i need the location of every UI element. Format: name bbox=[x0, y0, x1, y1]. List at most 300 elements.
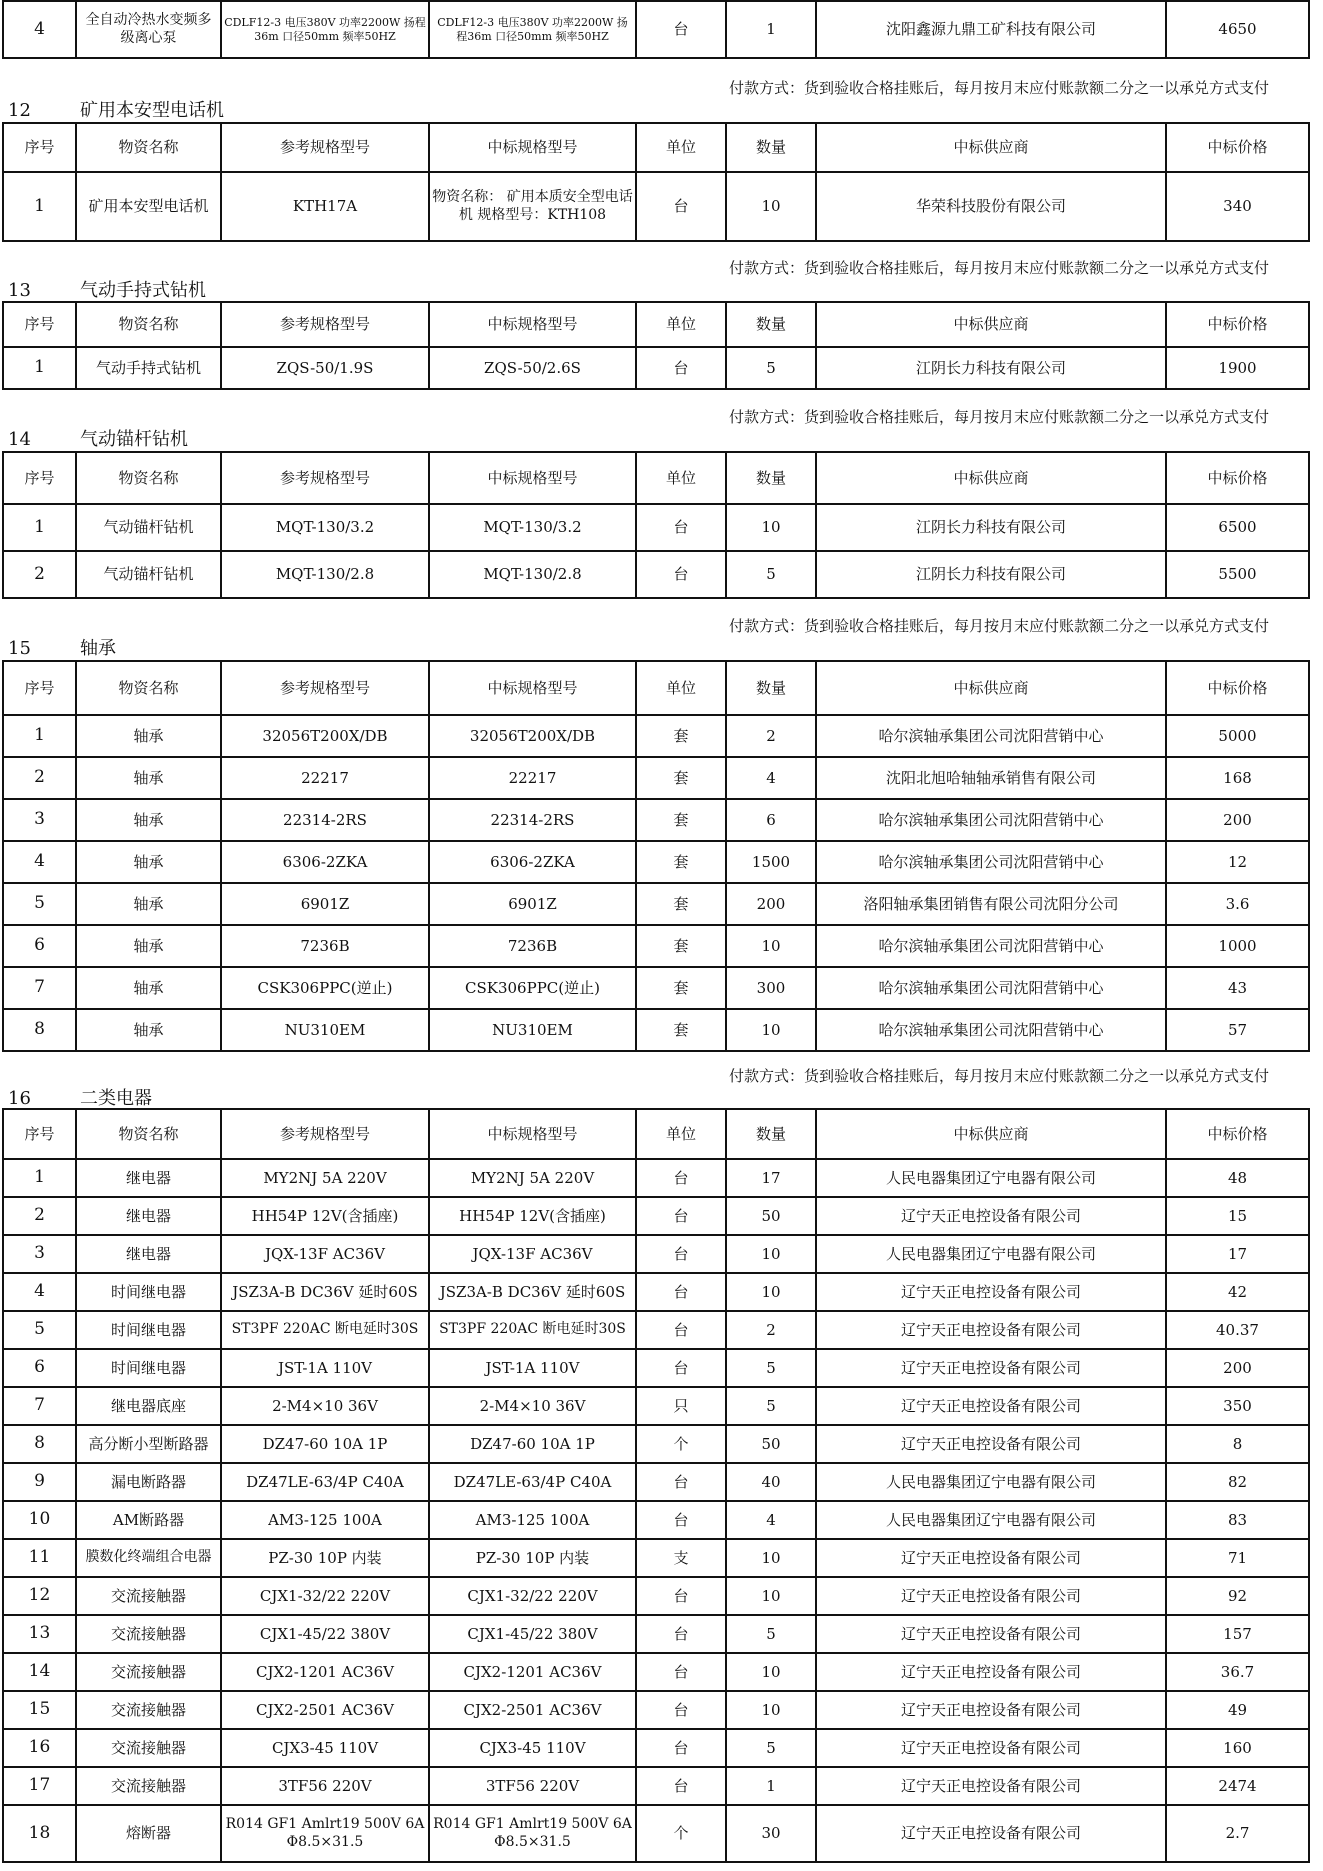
cell-price: 71 bbox=[1166, 1539, 1309, 1577]
header-bid-spec: 中标规格型号 bbox=[429, 302, 636, 347]
header-row bbox=[3, 123, 1309, 172]
cell-price: 350 bbox=[1166, 1387, 1309, 1425]
header-price: 中标价格 bbox=[1166, 302, 1309, 347]
cell-seq: 15 bbox=[3, 1691, 76, 1729]
header-price: 中标价格 bbox=[1166, 452, 1309, 504]
cell-qty: 10 bbox=[726, 1653, 816, 1691]
table-row bbox=[3, 925, 1309, 967]
cell-seq: 8 bbox=[3, 1009, 76, 1051]
cell-supplier: 辽宁天正电控设备有限公司 bbox=[816, 1767, 1166, 1805]
cell-bid-spec: 3TF56 220V bbox=[429, 1767, 636, 1805]
cell-ref-spec: 22217 bbox=[221, 757, 429, 799]
table-row bbox=[3, 1425, 1309, 1463]
cell-qty: 10 bbox=[726, 925, 816, 967]
cell-seq: 11 bbox=[3, 1539, 76, 1577]
cell-item: 继电器 bbox=[76, 1197, 221, 1235]
cell-supplier: 江阴长力科技有限公司 bbox=[816, 347, 1166, 389]
header-bid-spec: 中标规格型号 bbox=[429, 123, 636, 172]
header-qty: 数量 bbox=[726, 123, 816, 172]
cell-price: 82 bbox=[1166, 1463, 1309, 1501]
section-name: 气动手持式钻机 bbox=[80, 280, 206, 301]
cell-price: 83 bbox=[1166, 1501, 1309, 1539]
header-price: 中标价格 bbox=[1166, 661, 1309, 715]
header-seq: 序号 bbox=[3, 452, 76, 504]
table-row bbox=[3, 967, 1309, 1009]
cell-item: 熔断器 bbox=[76, 1805, 221, 1862]
table-row bbox=[3, 883, 1309, 925]
cell-price: 42 bbox=[1166, 1273, 1309, 1311]
cell-item: 轴承 bbox=[76, 967, 221, 1009]
cell-unit: 套 bbox=[636, 883, 726, 925]
cell-item: 气动锚杆钻机 bbox=[76, 504, 221, 551]
cell-item: 继电器 bbox=[76, 1235, 221, 1273]
cell-item: 轴承 bbox=[76, 925, 221, 967]
header-unit: 单位 bbox=[636, 302, 726, 347]
cell-unit: 套 bbox=[636, 841, 726, 883]
cell-price: 8 bbox=[1166, 1425, 1309, 1463]
header-unit: 单位 bbox=[636, 661, 726, 715]
cell-ref-spec: CJX2-1201 AC36V bbox=[221, 1653, 429, 1691]
table-row bbox=[3, 1009, 1309, 1051]
cell-unit: 台 bbox=[636, 1729, 726, 1767]
cell-supplier: 辽宁天正电控设备有限公司 bbox=[816, 1577, 1166, 1615]
table-row bbox=[3, 1615, 1309, 1653]
cell-qty: 300 bbox=[726, 967, 816, 1009]
cell-supplier: 人民电器集团辽宁电器有限公司 bbox=[816, 1159, 1166, 1197]
cell-qty: 10 bbox=[726, 504, 816, 551]
cell-ref-spec: PZ-30 10P 内装 bbox=[221, 1539, 429, 1577]
cell-price: 5500 bbox=[1166, 551, 1309, 598]
section-name: 二类电器 bbox=[80, 1088, 152, 1109]
cell-supplier: 沈阳北旭哈轴轴承销售有限公司 bbox=[816, 757, 1166, 799]
cell-item: 轴承 bbox=[76, 757, 221, 799]
cell-seq: 1 bbox=[3, 347, 76, 389]
section-title bbox=[8, 276, 608, 302]
cell-price: 340 bbox=[1166, 172, 1309, 241]
cell-bid-spec: DZ47-60 10A 1P bbox=[429, 1425, 636, 1463]
cell-bid-spec: 22217 bbox=[429, 757, 636, 799]
section-title bbox=[8, 425, 608, 451]
cell-item: 气动锚杆钻机 bbox=[76, 551, 221, 598]
cell-supplier: 辽宁天正电控设备有限公司 bbox=[816, 1349, 1166, 1387]
header-supplier: 中标供应商 bbox=[816, 1109, 1166, 1159]
cell-qty: 5 bbox=[726, 1387, 816, 1425]
cell-price: 6500 bbox=[1166, 504, 1309, 551]
cell-unit: 台 bbox=[636, 1349, 726, 1387]
header-seq: 序号 bbox=[3, 1109, 76, 1159]
cell-seq: 18 bbox=[3, 1805, 76, 1862]
cell-supplier: 辽宁天正电控设备有限公司 bbox=[816, 1539, 1166, 1577]
cell-ref-spec: 6901Z bbox=[221, 883, 429, 925]
cell-item: 交流接触器 bbox=[76, 1577, 221, 1615]
cell-price: 40.37 bbox=[1166, 1311, 1309, 1349]
cell-bid-spec: AM3-125 100A bbox=[429, 1501, 636, 1539]
cell-supplier: 沈阳鑫源九鼎工矿科技有限公司 bbox=[816, 1, 1166, 58]
cell-supplier: 辽宁天正电控设备有限公司 bbox=[816, 1387, 1166, 1425]
cell-unit: 台 bbox=[636, 1653, 726, 1691]
cell-item: 时间继电器 bbox=[76, 1273, 221, 1311]
cell-supplier: 人民电器集团辽宁电器有限公司 bbox=[816, 1463, 1166, 1501]
cell-seq: 1 bbox=[3, 504, 76, 551]
cell-seq: 3 bbox=[3, 799, 76, 841]
cell-item: 时间继电器 bbox=[76, 1311, 221, 1349]
cell-unit: 套 bbox=[636, 799, 726, 841]
table-row bbox=[3, 1691, 1309, 1729]
cell-bid-spec: MY2NJ 5A 220V bbox=[429, 1159, 636, 1197]
cell-unit: 套 bbox=[636, 925, 726, 967]
cell-price: 43 bbox=[1166, 967, 1309, 1009]
cell-ref-spec: MY2NJ 5A 220V bbox=[221, 1159, 429, 1197]
cell-price: 57 bbox=[1166, 1009, 1309, 1051]
cell-qty: 2 bbox=[726, 715, 816, 757]
cell-qty: 2 bbox=[726, 1311, 816, 1349]
cell-price: 92 bbox=[1166, 1577, 1309, 1615]
cell-price: 168 bbox=[1166, 757, 1309, 799]
cell-bid-spec: 6306-2ZKA bbox=[429, 841, 636, 883]
table-row bbox=[3, 1235, 1309, 1273]
table-row bbox=[3, 1577, 1309, 1615]
cell-item: 继电器底座 bbox=[76, 1387, 221, 1425]
cell-ref-spec: DZ47LE-63/4P C40A bbox=[221, 1463, 429, 1501]
cell-bid-spec: CDLF12-3 电压380V 功率2200W 扬程36m 口径50mm 频率50HZ bbox=[429, 1, 636, 58]
cell-seq: 4 bbox=[3, 1273, 76, 1311]
cell-supplier: 辽宁天正电控设备有限公司 bbox=[816, 1311, 1166, 1349]
cell-price: 17 bbox=[1166, 1235, 1309, 1273]
cell-ref-spec: CJX1-45/22 380V bbox=[221, 1615, 429, 1653]
header-qty: 数量 bbox=[726, 452, 816, 504]
cell-unit: 台 bbox=[636, 1691, 726, 1729]
cell-unit: 台 bbox=[636, 347, 726, 389]
payment-note: 付款方式：货到验收合格挂账后，每月按月末应付账款额二分之一以承兑方式支付 bbox=[729, 1067, 1270, 1085]
cell-seq: 12 bbox=[3, 1577, 76, 1615]
cell-seq: 1 bbox=[3, 715, 76, 757]
cell-price: 48 bbox=[1166, 1159, 1309, 1197]
cell-item: 矿用本安型电话机 bbox=[76, 172, 221, 241]
section-table bbox=[2, 1108, 1310, 1863]
cell-supplier: 人民电器集团辽宁电器有限公司 bbox=[816, 1501, 1166, 1539]
cell-supplier: 哈尔滨轴承集团公司沈阳营销中心 bbox=[816, 925, 1166, 967]
cell-bid-spec: 32056T200X/DB bbox=[429, 715, 636, 757]
cell-ref-spec: 22314-2RS bbox=[221, 799, 429, 841]
cell-seq: 10 bbox=[3, 1501, 76, 1539]
cell-ref-spec: KTH17A bbox=[221, 172, 429, 241]
section-number: 16 bbox=[8, 1088, 31, 1109]
cell-ref-spec: ST3PF 220AC 断电延时30S bbox=[221, 1311, 429, 1349]
table-row bbox=[3, 1387, 1309, 1425]
cell-qty: 10 bbox=[726, 1273, 816, 1311]
cell-supplier: 辽宁天正电控设备有限公司 bbox=[816, 1805, 1166, 1862]
section-name: 矿用本安型电话机 bbox=[80, 100, 224, 121]
cell-unit: 台 bbox=[636, 1159, 726, 1197]
cell-item: 轴承 bbox=[76, 799, 221, 841]
cell-item: 高分断小型断路器 bbox=[76, 1425, 221, 1463]
cell-unit: 台 bbox=[636, 172, 726, 241]
cell-qty: 6 bbox=[726, 799, 816, 841]
table-row bbox=[3, 757, 1309, 799]
cell-item: 全自动冷热水变频多级离心泵 bbox=[76, 1, 221, 58]
cell-ref-spec: CJX2-2501 AC36V bbox=[221, 1691, 429, 1729]
cell-unit: 台 bbox=[636, 1501, 726, 1539]
cell-bid-spec: CJX2-2501 AC36V bbox=[429, 1691, 636, 1729]
cell-item: 继电器 bbox=[76, 1159, 221, 1197]
header-unit: 单位 bbox=[636, 452, 726, 504]
table-row bbox=[3, 1539, 1309, 1577]
cell-price: 200 bbox=[1166, 1349, 1309, 1387]
cell-qty: 10 bbox=[726, 1009, 816, 1051]
cell-seq: 1 bbox=[3, 1159, 76, 1197]
cell-unit: 个 bbox=[636, 1805, 726, 1862]
cell-seq: 5 bbox=[3, 1311, 76, 1349]
table-row bbox=[3, 1767, 1309, 1805]
header-bid-spec: 中标规格型号 bbox=[429, 661, 636, 715]
section-number: 14 bbox=[8, 429, 31, 450]
cell-seq: 8 bbox=[3, 1425, 76, 1463]
cell-unit: 支 bbox=[636, 1539, 726, 1577]
cell-supplier: 华荣科技股份有限公司 bbox=[816, 172, 1166, 241]
header-item: 物资名称 bbox=[76, 123, 221, 172]
cell-bid-spec: CJX2-1201 AC36V bbox=[429, 1653, 636, 1691]
cell-ref-spec: MQT-130/2.8 bbox=[221, 551, 429, 598]
cell-supplier: 哈尔滨轴承集团公司沈阳营销中心 bbox=[816, 841, 1166, 883]
cell-ref-spec: AM3-125 100A bbox=[221, 1501, 429, 1539]
section-name: 轴承 bbox=[80, 638, 116, 659]
cell-price: 2474 bbox=[1166, 1767, 1309, 1805]
cell-qty: 1 bbox=[726, 1, 816, 58]
cell-bid-spec: CSK306PPC(逆止) bbox=[429, 967, 636, 1009]
cell-seq: 4 bbox=[3, 1, 76, 58]
payment-note: 付款方式：货到验收合格挂账后，每月按月末应付账款额二分之一以承兑方式支付 bbox=[729, 617, 1270, 635]
header-ref-spec: 参考规格型号 bbox=[221, 302, 429, 347]
cell-bid-spec: HH54P 12V(含插座) bbox=[429, 1197, 636, 1235]
cell-qty: 4 bbox=[726, 757, 816, 799]
section-number: 12 bbox=[8, 100, 31, 121]
cell-price: 157 bbox=[1166, 1615, 1309, 1653]
cell-price: 49 bbox=[1166, 1691, 1309, 1729]
table-row bbox=[3, 1273, 1309, 1311]
cell-ref-spec: ZQS-50/1.9S bbox=[221, 347, 429, 389]
cell-item: 轴承 bbox=[76, 715, 221, 757]
cell-bid-spec: 22314-2RS bbox=[429, 799, 636, 841]
cell-bid-spec: 7236B bbox=[429, 925, 636, 967]
cell-price: 160 bbox=[1166, 1729, 1309, 1767]
cell-item: 交流接触器 bbox=[76, 1615, 221, 1653]
section-table bbox=[2, 122, 1310, 242]
section-title bbox=[8, 1084, 608, 1110]
cell-unit: 台 bbox=[636, 1463, 726, 1501]
cell-item: 轴承 bbox=[76, 1009, 221, 1051]
header-item: 物资名称 bbox=[76, 661, 221, 715]
header-supplier: 中标供应商 bbox=[816, 302, 1166, 347]
cell-supplier: 江阴长力科技有限公司 bbox=[816, 504, 1166, 551]
cell-supplier: 哈尔滨轴承集团公司沈阳营销中心 bbox=[816, 1009, 1166, 1051]
header-item: 物资名称 bbox=[76, 302, 221, 347]
cell-qty: 50 bbox=[726, 1197, 816, 1235]
table-row bbox=[3, 1197, 1309, 1235]
cell-item: 交流接触器 bbox=[76, 1653, 221, 1691]
cell-bid-spec: JST-1A 110V bbox=[429, 1349, 636, 1387]
header-row bbox=[3, 302, 1309, 347]
header-unit: 单位 bbox=[636, 123, 726, 172]
cell-item: 时间继电器 bbox=[76, 1349, 221, 1387]
cell-ref-spec: CJX3-45 110V bbox=[221, 1729, 429, 1767]
cell-price: 1000 bbox=[1166, 925, 1309, 967]
cell-qty: 10 bbox=[726, 1691, 816, 1729]
cell-qty: 10 bbox=[726, 1577, 816, 1615]
cell-bid-spec: R014 GF1 Amlrt19 500V 6A Φ8.5×31.5 bbox=[429, 1805, 636, 1862]
cell-bid-spec: ZQS-50/2.6S bbox=[429, 347, 636, 389]
cell-bid-spec: JQX-13F AC36V bbox=[429, 1235, 636, 1273]
table-row bbox=[3, 172, 1309, 241]
section-name: 气动锚杆钻机 bbox=[80, 429, 188, 450]
cell-unit: 台 bbox=[636, 1577, 726, 1615]
section-table bbox=[2, 451, 1310, 599]
header-ref-spec: 参考规格型号 bbox=[221, 123, 429, 172]
cell-qty: 30 bbox=[726, 1805, 816, 1862]
cell-ref-spec: 3TF56 220V bbox=[221, 1767, 429, 1805]
header-supplier: 中标供应商 bbox=[816, 123, 1166, 172]
cell-qty: 10 bbox=[726, 172, 816, 241]
table-row bbox=[3, 504, 1309, 551]
cell-seq: 7 bbox=[3, 967, 76, 1009]
cell-ref-spec: JQX-13F AC36V bbox=[221, 1235, 429, 1273]
section-number: 15 bbox=[8, 638, 31, 659]
cell-item: 轴承 bbox=[76, 883, 221, 925]
cell-price: 36.7 bbox=[1166, 1653, 1309, 1691]
cell-supplier: 哈尔滨轴承集团公司沈阳营销中心 bbox=[816, 799, 1166, 841]
cell-seq: 6 bbox=[3, 1349, 76, 1387]
cell-ref-spec: JSZ3A-B DC36V 延时60S bbox=[221, 1273, 429, 1311]
cell-bid-spec: MQT-130/3.2 bbox=[429, 504, 636, 551]
cell-unit: 台 bbox=[636, 1, 726, 58]
header-bid-spec: 中标规格型号 bbox=[429, 1109, 636, 1159]
section-title bbox=[8, 96, 608, 122]
header-row bbox=[3, 661, 1309, 715]
cell-item: 膜数化终端组合电器 bbox=[76, 1539, 221, 1577]
cell-price: 4650 bbox=[1166, 1, 1309, 58]
cell-bid-spec: PZ-30 10P 内装 bbox=[429, 1539, 636, 1577]
cell-qty: 1 bbox=[726, 1767, 816, 1805]
cell-supplier: 辽宁天正电控设备有限公司 bbox=[816, 1691, 1166, 1729]
cell-price: 5000 bbox=[1166, 715, 1309, 757]
cell-supplier: 人民电器集团辽宁电器有限公司 bbox=[816, 1235, 1166, 1273]
cell-seq: 2 bbox=[3, 1197, 76, 1235]
cell-ref-spec: DZ47-60 10A 1P bbox=[221, 1425, 429, 1463]
cell-unit: 套 bbox=[636, 1009, 726, 1051]
header-qty: 数量 bbox=[726, 1109, 816, 1159]
cell-seq: 16 bbox=[3, 1729, 76, 1767]
cell-seq: 4 bbox=[3, 841, 76, 883]
header-seq: 序号 bbox=[3, 302, 76, 347]
cell-price: 1900 bbox=[1166, 347, 1309, 389]
table-row bbox=[3, 1729, 1309, 1767]
table-row bbox=[3, 1311, 1309, 1349]
cell-item: 漏电断路器 bbox=[76, 1463, 221, 1501]
cell-qty: 40 bbox=[726, 1463, 816, 1501]
header-row bbox=[3, 1109, 1309, 1159]
header-qty: 数量 bbox=[726, 302, 816, 347]
header-price: 中标价格 bbox=[1166, 1109, 1309, 1159]
payment-note: 付款方式：货到验收合格挂账后，每月按月末应付账款额二分之一以承兑方式支付 bbox=[729, 259, 1270, 277]
header-qty: 数量 bbox=[726, 661, 816, 715]
cell-unit: 只 bbox=[636, 1387, 726, 1425]
cell-supplier: 辽宁天正电控设备有限公司 bbox=[816, 1425, 1166, 1463]
cell-item: 交流接触器 bbox=[76, 1729, 221, 1767]
cell-bid-spec: 2-M4×10 36V bbox=[429, 1387, 636, 1425]
cell-unit: 套 bbox=[636, 757, 726, 799]
cell-supplier: 哈尔滨轴承集团公司沈阳营销中心 bbox=[816, 715, 1166, 757]
cell-ref-spec: CDLF12-3 电压380V 功率2200W 扬程36m 口径50mm 频率50HZ bbox=[221, 1, 429, 58]
table-row bbox=[3, 799, 1309, 841]
table-row bbox=[3, 551, 1309, 598]
cell-supplier: 辽宁天正电控设备有限公司 bbox=[816, 1653, 1166, 1691]
cell-bid-spec: MQT-130/2.8 bbox=[429, 551, 636, 598]
cell-qty: 50 bbox=[726, 1425, 816, 1463]
payment-note: 付款方式：货到验收合格挂账后，每月按月末应付账款额二分之一以承兑方式支付 bbox=[729, 408, 1270, 426]
cell-unit: 个 bbox=[636, 1425, 726, 1463]
section-table bbox=[2, 301, 1310, 390]
cell-supplier: 洛阳轴承集团销售有限公司沈阳分公司 bbox=[816, 883, 1166, 925]
cell-qty: 1500 bbox=[726, 841, 816, 883]
header-unit: 单位 bbox=[636, 1109, 726, 1159]
cell-ref-spec: JST-1A 110V bbox=[221, 1349, 429, 1387]
cell-ref-spec: R014 GF1 Amlrt19 500V 6A Φ8.5×31.5 bbox=[221, 1805, 429, 1862]
table-row bbox=[3, 841, 1309, 883]
cell-seq: 2 bbox=[3, 551, 76, 598]
cell-seq: 9 bbox=[3, 1463, 76, 1501]
cell-seq: 14 bbox=[3, 1653, 76, 1691]
table-row bbox=[3, 1805, 1309, 1862]
table-row bbox=[3, 1653, 1309, 1691]
cell-bid-spec: ST3PF 220AC 断电延时30S bbox=[429, 1311, 636, 1349]
cell-supplier: 辽宁天正电控设备有限公司 bbox=[816, 1729, 1166, 1767]
payment-note: 付款方式：货到验收合格挂账后，每月按月末应付账款额二分之一以承兑方式支付 bbox=[729, 79, 1270, 97]
header-ref-spec: 参考规格型号 bbox=[221, 452, 429, 504]
cell-item: 交流接触器 bbox=[76, 1767, 221, 1805]
cell-ref-spec: CJX1-32/22 220V bbox=[221, 1577, 429, 1615]
cell-qty: 17 bbox=[726, 1159, 816, 1197]
cell-qty: 5 bbox=[726, 551, 816, 598]
cell-qty: 10 bbox=[726, 1235, 816, 1273]
section-table bbox=[2, 660, 1310, 1052]
table-row bbox=[3, 1501, 1309, 1539]
cell-bid-spec: JSZ3A-B DC36V 延时60S bbox=[429, 1273, 636, 1311]
header-price: 中标价格 bbox=[1166, 123, 1309, 172]
header-seq: 序号 bbox=[3, 661, 76, 715]
header-item: 物资名称 bbox=[76, 452, 221, 504]
header-bid-spec: 中标规格型号 bbox=[429, 452, 636, 504]
cell-ref-spec: 2-M4×10 36V bbox=[221, 1387, 429, 1425]
table-row bbox=[3, 1463, 1309, 1501]
cell-qty: 200 bbox=[726, 883, 816, 925]
cell-price: 12 bbox=[1166, 841, 1309, 883]
cell-ref-spec: 6306-2ZKA bbox=[221, 841, 429, 883]
cell-item: 交流接触器 bbox=[76, 1691, 221, 1729]
cell-unit: 台 bbox=[636, 1615, 726, 1653]
cell-bid-spec: 6901Z bbox=[429, 883, 636, 925]
section-title bbox=[8, 634, 608, 660]
header-ref-spec: 参考规格型号 bbox=[221, 1109, 429, 1159]
section-number: 13 bbox=[8, 280, 31, 301]
cell-qty: 10 bbox=[726, 1539, 816, 1577]
header-seq: 序号 bbox=[3, 123, 76, 172]
header-supplier: 中标供应商 bbox=[816, 661, 1166, 715]
cell-qty: 5 bbox=[726, 347, 816, 389]
cell-unit: 台 bbox=[636, 1235, 726, 1273]
table-row bbox=[3, 347, 1309, 389]
cell-ref-spec: 7236B bbox=[221, 925, 429, 967]
table-row bbox=[3, 1159, 1309, 1197]
header-row bbox=[3, 452, 1309, 504]
